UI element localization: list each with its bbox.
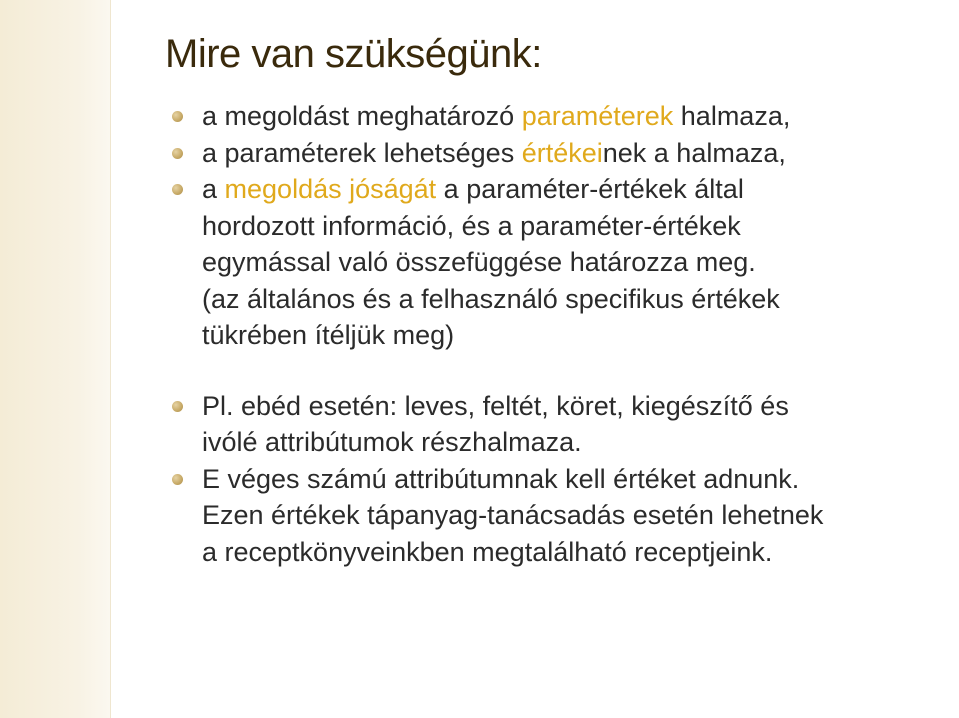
slide-title: Mire van szükségünk: — [165, 32, 542, 76]
bullet-item-parameters — [168, 98, 948, 135]
bullet-item-lunch-example — [168, 388, 948, 461]
bullet-icon — [172, 148, 183, 159]
bullet-line: Ezen értékek tápanyag-tanácsadás esetén lehetnek — [202, 500, 824, 530]
highlight-values: értékei — [521, 137, 603, 168]
bullet-item-values — [168, 135, 948, 172]
highlight-goodness: megoldás jóságát — [224, 174, 437, 204]
bullet-line: Pl. ebéd esetén: leves, feltét, köret, kiegészítő és — [202, 390, 789, 421]
bullet-icon — [172, 111, 183, 122]
bullet-line: a megoldást meghatározó paraméterek halmaza, — [202, 101, 791, 131]
bullet-icon — [172, 401, 183, 412]
bullet-item-finite-attributes — [168, 461, 948, 571]
highlight-parameters: paraméterek — [521, 101, 674, 131]
bullet-line: egymással való összefüggése határozza meg. — [202, 247, 756, 277]
bullet-line: hordozott információ, és a paraméter-értékek — [202, 210, 741, 241]
bullet-line: a receptkönyveinkben megtalálható receptjeink. — [202, 536, 773, 567]
bullet-line: E véges számú attribútumnak kell értéket adnunk. — [202, 463, 800, 494]
bullet-icon — [172, 474, 183, 485]
left-band-edge — [110, 0, 111, 718]
bullet-icon — [172, 184, 183, 195]
bullet-line: tükrében ítéljük meg) — [202, 320, 455, 350]
bullet-line: ivólé attribútumok részhalmaza. — [202, 427, 582, 457]
bullet-item-goodness — [168, 171, 948, 354]
bullet-line: a megoldás jóságát a paraméter-értékek által — [202, 174, 744, 204]
bullet-line: a paraméterek lehetséges értékeinek a halmaza, — [202, 137, 786, 168]
bullet-line: (az általános és a felhasználó specifikus értékek — [202, 283, 780, 314]
bullet-list — [168, 98, 948, 570]
left-decorative-band — [0, 0, 110, 718]
spacer — [168, 354, 948, 388]
